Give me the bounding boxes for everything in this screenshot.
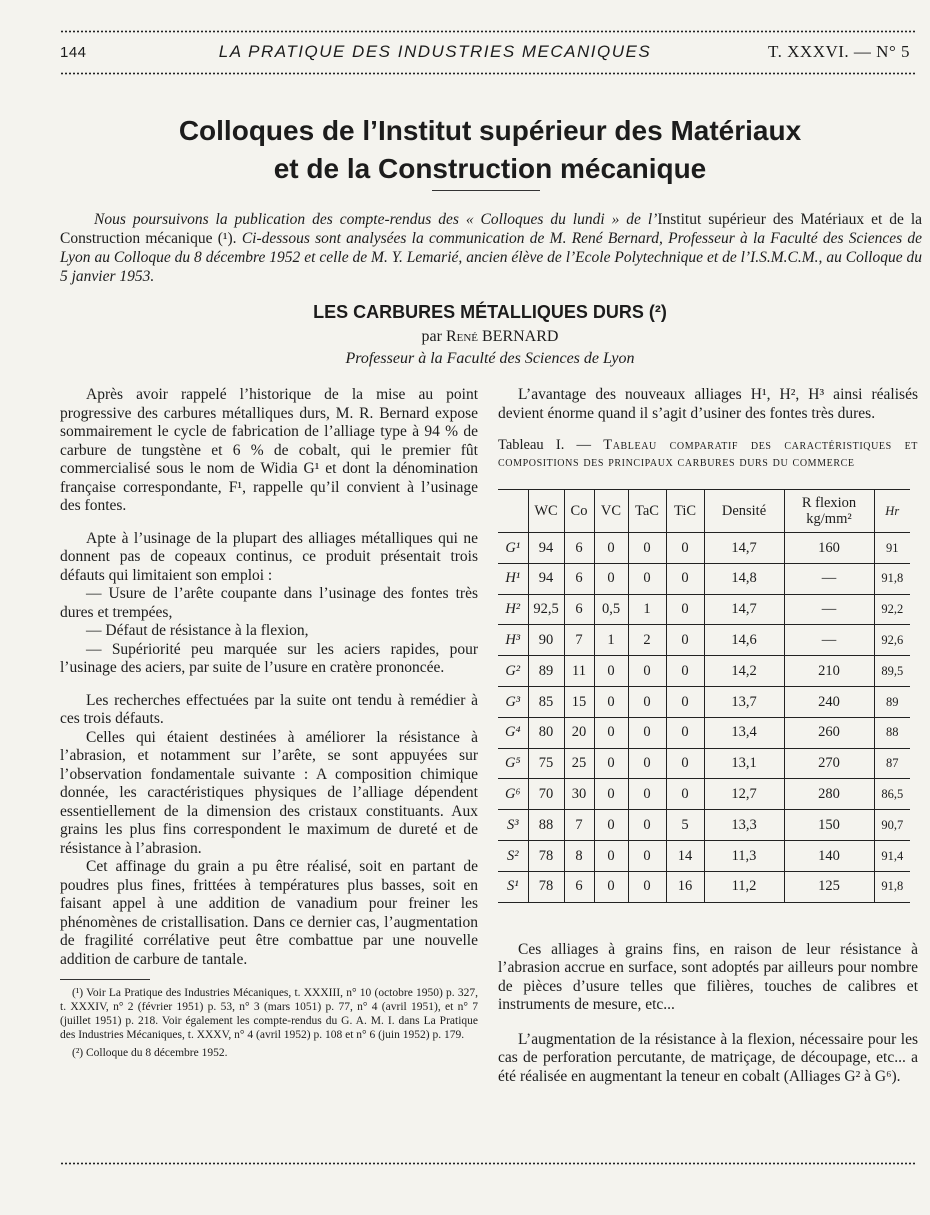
table-caption-text: Tableau comparatif des caractéristiques et compositions des principaux carbures durs du commerce xyxy=(498,437,918,470)
table-cell: 0 xyxy=(594,717,628,748)
table-row xyxy=(498,779,910,810)
left-paragraph-8: Cet affinage du grain a pu être réalisé, soit en partant de poudres plus fines, frittées à températures plus basses, soit en faisant appel à une addition de vanadium pour freiner les phénomènes de cristallisation. Dans ce dernier cas, l’augmentation de fragilité corrélative peut être combattue par une nouvelle addition de carbure de tantale. xyxy=(60,858,478,968)
table-cell: 280 xyxy=(784,779,874,810)
footnote-2: (²) Colloque du 8 décembre 1952. xyxy=(72,1047,228,1059)
table-header-cell: R flexion kg/mm² xyxy=(784,490,874,533)
table-row-label: G² xyxy=(498,656,528,687)
table-header-row xyxy=(498,490,910,533)
table-cell: 94 xyxy=(528,533,564,564)
table-cell: 88 xyxy=(528,810,564,841)
table-cell: 0 xyxy=(628,717,666,748)
table-cell: 91,4 xyxy=(874,840,910,871)
table-row-label: G⁶ xyxy=(498,779,528,810)
table-cell: 6 xyxy=(564,533,594,564)
table-cell: 78 xyxy=(528,871,564,902)
table-cell: 70 xyxy=(528,779,564,810)
table-cell: 80 xyxy=(528,717,564,748)
left-paragraph-7: Celles qui étaient destinées à améliorer la résistance à l’abrasion, et notamment sur l’arête, se sont appuyées sur l’observation fondamentale suivante : A composition chimique donnée, les caractéristiques physiques de l’alliage dépendent essentiellement de la dimension des cristaux constituants. Aux grains les plus fins correspondent le maximum de dureté et de résistance à l’abrasion. xyxy=(60,728,478,857)
table-cell: 0 xyxy=(628,656,666,687)
table-header-cell xyxy=(498,490,528,533)
table-cell: 0 xyxy=(628,840,666,871)
intro-paragraph xyxy=(60,210,922,286)
table-cell: 0 xyxy=(666,533,704,564)
table-cell: 92,6 xyxy=(874,625,910,656)
table-row-label: S¹ xyxy=(498,871,528,902)
table-cell: 1 xyxy=(594,625,628,656)
table-cell: 6 xyxy=(564,563,594,594)
table-cell: 0 xyxy=(594,779,628,810)
issue-number: T. XXXVI. — N° 5 xyxy=(768,42,910,61)
left-paragraph-2: Apte à l’usinage de la plupart des alliages métalliques qui ne donnent pas de copeaux continus, ce produit présentait trois défauts qui limitaient son emploi : xyxy=(60,529,478,584)
table-cell: 11 xyxy=(564,656,594,687)
table-cell: 90,7 xyxy=(874,810,910,841)
table-cell: 85 xyxy=(528,686,564,717)
right-paragraph-3: L’augmentation de la résistance à la flexion, nécessaire pour les cas de perforation percutante, de matriçage, de découpage, etc... a été réalisée en augmentant la teneur en cobalt (Alliages G² à G⁶). xyxy=(498,1030,918,1085)
table-cell: 94 xyxy=(528,563,564,594)
table-cell: 87 xyxy=(874,748,910,779)
table-cell: 0 xyxy=(594,563,628,594)
table-cell: 14,2 xyxy=(704,656,784,687)
table-cell: 13,4 xyxy=(704,717,784,748)
left-column xyxy=(60,386,478,1064)
table-cell: 89,5 xyxy=(874,656,910,687)
table-cell: 90 xyxy=(528,625,564,656)
main-title xyxy=(60,112,920,188)
table-cell: 8 xyxy=(564,840,594,871)
table-row xyxy=(498,717,910,748)
table-cell: 91,8 xyxy=(874,563,910,594)
table-cell: 270 xyxy=(784,748,874,779)
table-caption-lead: Tableau I. — xyxy=(498,437,604,453)
table-cell: 20 xyxy=(564,717,594,748)
table-row-label: H² xyxy=(498,594,528,625)
table-cell: 11,3 xyxy=(704,840,784,871)
table-row-label: H¹ xyxy=(498,563,528,594)
table-cell: 125 xyxy=(784,871,874,902)
table-cell: 150 xyxy=(784,810,874,841)
table-cell: 0 xyxy=(666,625,704,656)
table-row-label: G⁴ xyxy=(498,717,528,748)
table-cell: 0 xyxy=(628,533,666,564)
table-row xyxy=(498,686,910,717)
table-row xyxy=(498,533,910,564)
table-cell: 25 xyxy=(564,748,594,779)
table-row xyxy=(498,563,910,594)
table-cell: 0 xyxy=(666,656,704,687)
article-title: LES CARBURES MÉTALLIQUES DURS (²) xyxy=(313,302,667,322)
left-paragraph-4: — Défaut de résistance à la flexion, xyxy=(86,622,309,639)
table-cell: 13,1 xyxy=(704,748,784,779)
table-cell: 89 xyxy=(528,656,564,687)
author-name: René BERNARD xyxy=(445,328,559,345)
table-cell: 0 xyxy=(666,779,704,810)
table-cell: 6 xyxy=(564,871,594,902)
table-cell: 0 xyxy=(594,810,628,841)
table-cell: 16 xyxy=(666,871,704,902)
table-row-label: S³ xyxy=(498,810,528,841)
table-cell: 15 xyxy=(564,686,594,717)
table-cell: 11,2 xyxy=(704,871,784,902)
right-paragraph-2: Ces alliages à grains fins, en raison de leur résistance à l’abrasion accrue en surface, sont adoptés par ailleurs pour nombre de pièces d’usure telles que filières, touches de calibres et instruments de mesure, etc... xyxy=(498,940,918,1014)
table-row xyxy=(498,871,910,902)
table-cell: 0 xyxy=(628,871,666,902)
table-cell: 14,8 xyxy=(704,563,784,594)
byline-par: par xyxy=(421,328,442,345)
table-cell: 14,6 xyxy=(704,625,784,656)
table-cell: 240 xyxy=(784,686,874,717)
table-cell: 75 xyxy=(528,748,564,779)
left-paragraph-3: — Usure de l’arête coupante dans l’usinage des fontes très dures et trempées, xyxy=(60,585,478,621)
table-cell: 92,2 xyxy=(874,594,910,625)
table-cell: 0 xyxy=(594,748,628,779)
intro-italic-start: Nous poursuivons la publication des compte-rendus des « Colloques du lundi » de l’ xyxy=(94,211,658,228)
table-row-label: G¹ xyxy=(498,533,528,564)
table-cell: 0 xyxy=(628,779,666,810)
table-row xyxy=(498,840,910,871)
table-cell: 0 xyxy=(666,563,704,594)
left-paragraph-6: Les recherches effectuées par la suite ont tendu à remédier à ces trois défauts. xyxy=(60,691,478,727)
table-cell: 0 xyxy=(666,594,704,625)
main-title-line-2: et de la Construction mécanique xyxy=(273,153,707,184)
header-dotted-rule xyxy=(60,72,915,75)
table-cell: 0 xyxy=(594,686,628,717)
table-body xyxy=(498,533,910,903)
bottom-dotted-rule xyxy=(60,1162,915,1165)
table-cell: 0 xyxy=(666,717,704,748)
footnote-rule xyxy=(60,979,150,980)
table-cell: 1 xyxy=(628,594,666,625)
table-cell: 0 xyxy=(594,871,628,902)
table-cell: 30 xyxy=(564,779,594,810)
table-cell: 0 xyxy=(594,533,628,564)
carbide-comparison-table xyxy=(498,489,910,903)
table-row xyxy=(498,625,910,656)
left-paragraph-1: Après avoir rappelé l’historique de la mise au point progressive des carbures métalliques durs, M. R. Bernard expose sommairement le cycle de fabrication de l’alliage type à 94 % de carbure de tungstène et 6 % de cobalt, qui le premier fût commercialisé sous le nom de Widia G¹ et dont la dénomination française correspondante, F¹, rappelle qu’il convient à l’usinage des fontes. xyxy=(60,386,478,514)
table-cell: 91 xyxy=(874,533,910,564)
right-column xyxy=(498,386,918,1086)
table-cell: — xyxy=(784,625,874,656)
journal-title: LA PRATIQUE DES INDUSTRIES MECANIQUES xyxy=(218,42,652,61)
table-cell: 89 xyxy=(874,686,910,717)
table-header-cell: TiC xyxy=(666,490,704,533)
table-cell: 0 xyxy=(666,686,704,717)
main-title-line-1: Colloques de l’Institut supérieur des Matériaux xyxy=(178,115,802,146)
table-cell: 88 xyxy=(874,717,910,748)
table-cell: 12,7 xyxy=(704,779,784,810)
table-cell: 14,7 xyxy=(704,533,784,564)
table-cell: 92,5 xyxy=(528,594,564,625)
table-header-cell: Co xyxy=(564,490,594,533)
table-cell: 2 xyxy=(628,625,666,656)
table-caption xyxy=(498,437,918,471)
table-cell: 260 xyxy=(784,717,874,748)
table-header-cell: VC xyxy=(594,490,628,533)
table-cell: 140 xyxy=(784,840,874,871)
top-dotted-rule xyxy=(60,30,915,33)
table-cell: 0 xyxy=(628,563,666,594)
table-cell: 13,7 xyxy=(704,686,784,717)
byline xyxy=(60,328,920,346)
right-paragraph-1: L’avantage des nouveaux alliages H¹, H², H³ ainsi réalisés devient énorme quand il s’agit d’usiner des fontes très dures. xyxy=(498,386,918,422)
table-cell: 14,7 xyxy=(704,594,784,625)
table-cell: 0 xyxy=(628,810,666,841)
table-row-label: G³ xyxy=(498,686,528,717)
table-cell: 78 xyxy=(528,840,564,871)
table-cell: 5 xyxy=(666,810,704,841)
table-cell: 91,8 xyxy=(874,871,910,902)
table-cell: 7 xyxy=(564,810,594,841)
table-row xyxy=(498,656,910,687)
table-header-cell: Densité xyxy=(704,490,784,533)
table-row xyxy=(498,748,910,779)
table-cell: 0 xyxy=(594,656,628,687)
table-row-label: G⁵ xyxy=(498,748,528,779)
table-cell: 6 xyxy=(564,594,594,625)
table-cell: — xyxy=(784,563,874,594)
table-header-cell: Hr xyxy=(874,490,910,533)
left-paragraph-5: — Supériorité peu marquée sur les aciers rapides, pour l’usinage des aciers, par suite de l’usure en cratère prononcée. xyxy=(60,640,478,676)
title-underline xyxy=(432,190,540,191)
intro-institute-name: Institut supérieur des Matériaux et de la Construction mécanique (¹). xyxy=(60,211,923,247)
intro-italic-end: Ci-dessous sont analysées la communication de M. René Bernard, Professeur à la Faculté des Sciences de Lyon au Colloque du 8 décembre 1952 et celle de M. Y. Lemarié, ancien élève de l’Ecole Polytechnique et de l’I.S.M.C.M., au Colloque du 5 janvier 1953. xyxy=(60,230,922,285)
table-row xyxy=(498,810,910,841)
table-cell: 0 xyxy=(628,748,666,779)
footnotes xyxy=(60,986,478,1060)
table-header-cell: WC xyxy=(528,490,564,533)
table-cell: 13,3 xyxy=(704,810,784,841)
running-header xyxy=(60,42,910,62)
table-row-label: H³ xyxy=(498,625,528,656)
table-cell: 0,5 xyxy=(594,594,628,625)
table-header-cell: TaC xyxy=(628,490,666,533)
author-affiliation: Professeur à la Faculté des Sciences de Lyon xyxy=(345,350,635,367)
table-row-label: S² xyxy=(498,840,528,871)
table-cell: 160 xyxy=(784,533,874,564)
table-row xyxy=(498,594,910,625)
table-cell: 0 xyxy=(628,686,666,717)
table-cell: 14 xyxy=(666,840,704,871)
footnote-1: (¹) Voir La Pratique des Industries Mécaniques, t. XXXIII, n° 10 (octobre 1950) p. 327, t. XXXIV, n° 2 (février 1951) p. 53, n° 3 (mars 1051) p. 77, n° 4 (avril 1951), et n° 7 (juillet 1951) p. 218. Voir également les compte-rendus du G. A. M. I. dans La Pratique des Industries Mécaniques, t. XXXV, n° 4 (avril 1952) p. 108 et n° 6 (juin 1952) p. 179. xyxy=(60,987,478,1041)
table-cell: 0 xyxy=(594,840,628,871)
table-cell: — xyxy=(784,594,874,625)
table-cell: 7 xyxy=(564,625,594,656)
table-cell: 0 xyxy=(666,748,704,779)
page-number: 144 xyxy=(60,44,87,61)
table-cell: 210 xyxy=(784,656,874,687)
table-cell: 86,5 xyxy=(874,779,910,810)
